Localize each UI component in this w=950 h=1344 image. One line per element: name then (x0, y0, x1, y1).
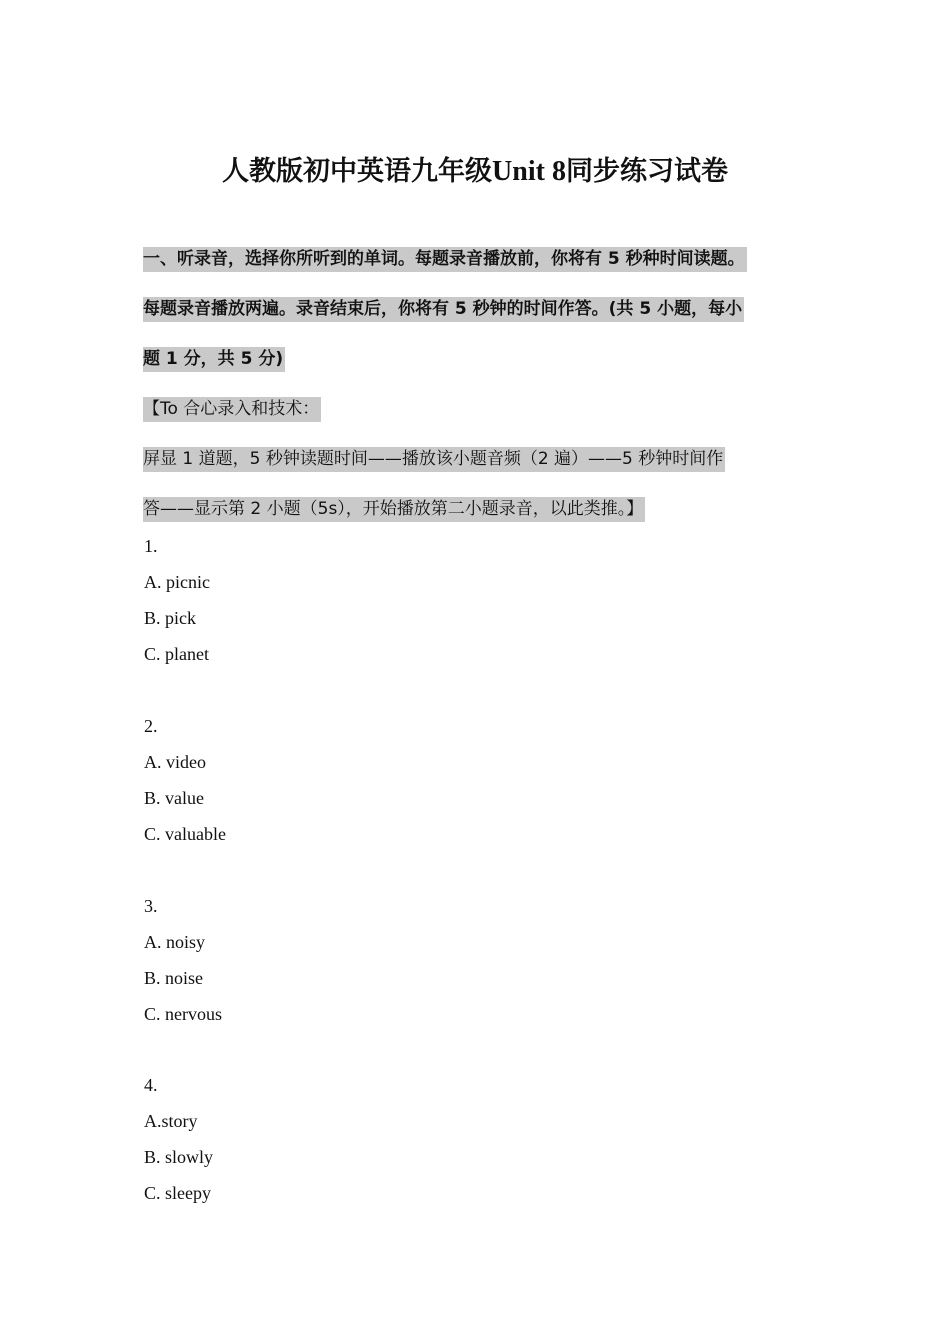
title-unit: Unit 8 (492, 156, 566, 187)
question-number: 2. (144, 716, 158, 736)
question-option: A.story (144, 1111, 198, 1131)
question-option: B. slowly (144, 1147, 214, 1167)
question-option: C. valuable (144, 824, 226, 844)
question-number: 4. (144, 1075, 158, 1095)
question-option: A. picnic (144, 572, 210, 592)
section-instruction-line-1: 一、听录音，选择你所听到的单词。每题录音播放前，你将有 5 秒种时间读题。 (143, 247, 747, 272)
title-prefix: 人教版初中英语九年级 (222, 156, 493, 187)
question-option: B. pick (144, 608, 196, 628)
technical-note-line-3: 答——显示第 2 小题（5s），开始播放第二小题录音，以此类推。】 (143, 497, 645, 522)
technical-note-line-1: 【To 合心录入和技术： (143, 397, 321, 422)
page-title (0, 150, 950, 194)
section-instruction-line-3: 题 1 分，共 5 分) (143, 347, 285, 372)
question-number: 1. (144, 536, 158, 556)
question-option: C. nervous (144, 1004, 222, 1024)
question-option: C. sleepy (144, 1183, 211, 1203)
title-suffix: 同步练习试卷 (565, 156, 728, 187)
question-option: B. value (144, 788, 204, 808)
question-number: 3. (144, 896, 158, 916)
question-option: A. video (144, 752, 206, 772)
section-instruction-line-2: 每题录音播放两遍。录音结束后，你将有 5 秒钟的时间作答。(共 5 小题，每小 (143, 297, 744, 322)
technical-note-line-2: 屏显 1 道题，5 秒钟读题时间——播放该小题音频（2 遍）——5 秒钟时间作 (143, 447, 725, 472)
question-option: A. noisy (144, 932, 206, 952)
question-option: B. noise (144, 968, 204, 988)
question-option: C. planet (144, 644, 209, 664)
